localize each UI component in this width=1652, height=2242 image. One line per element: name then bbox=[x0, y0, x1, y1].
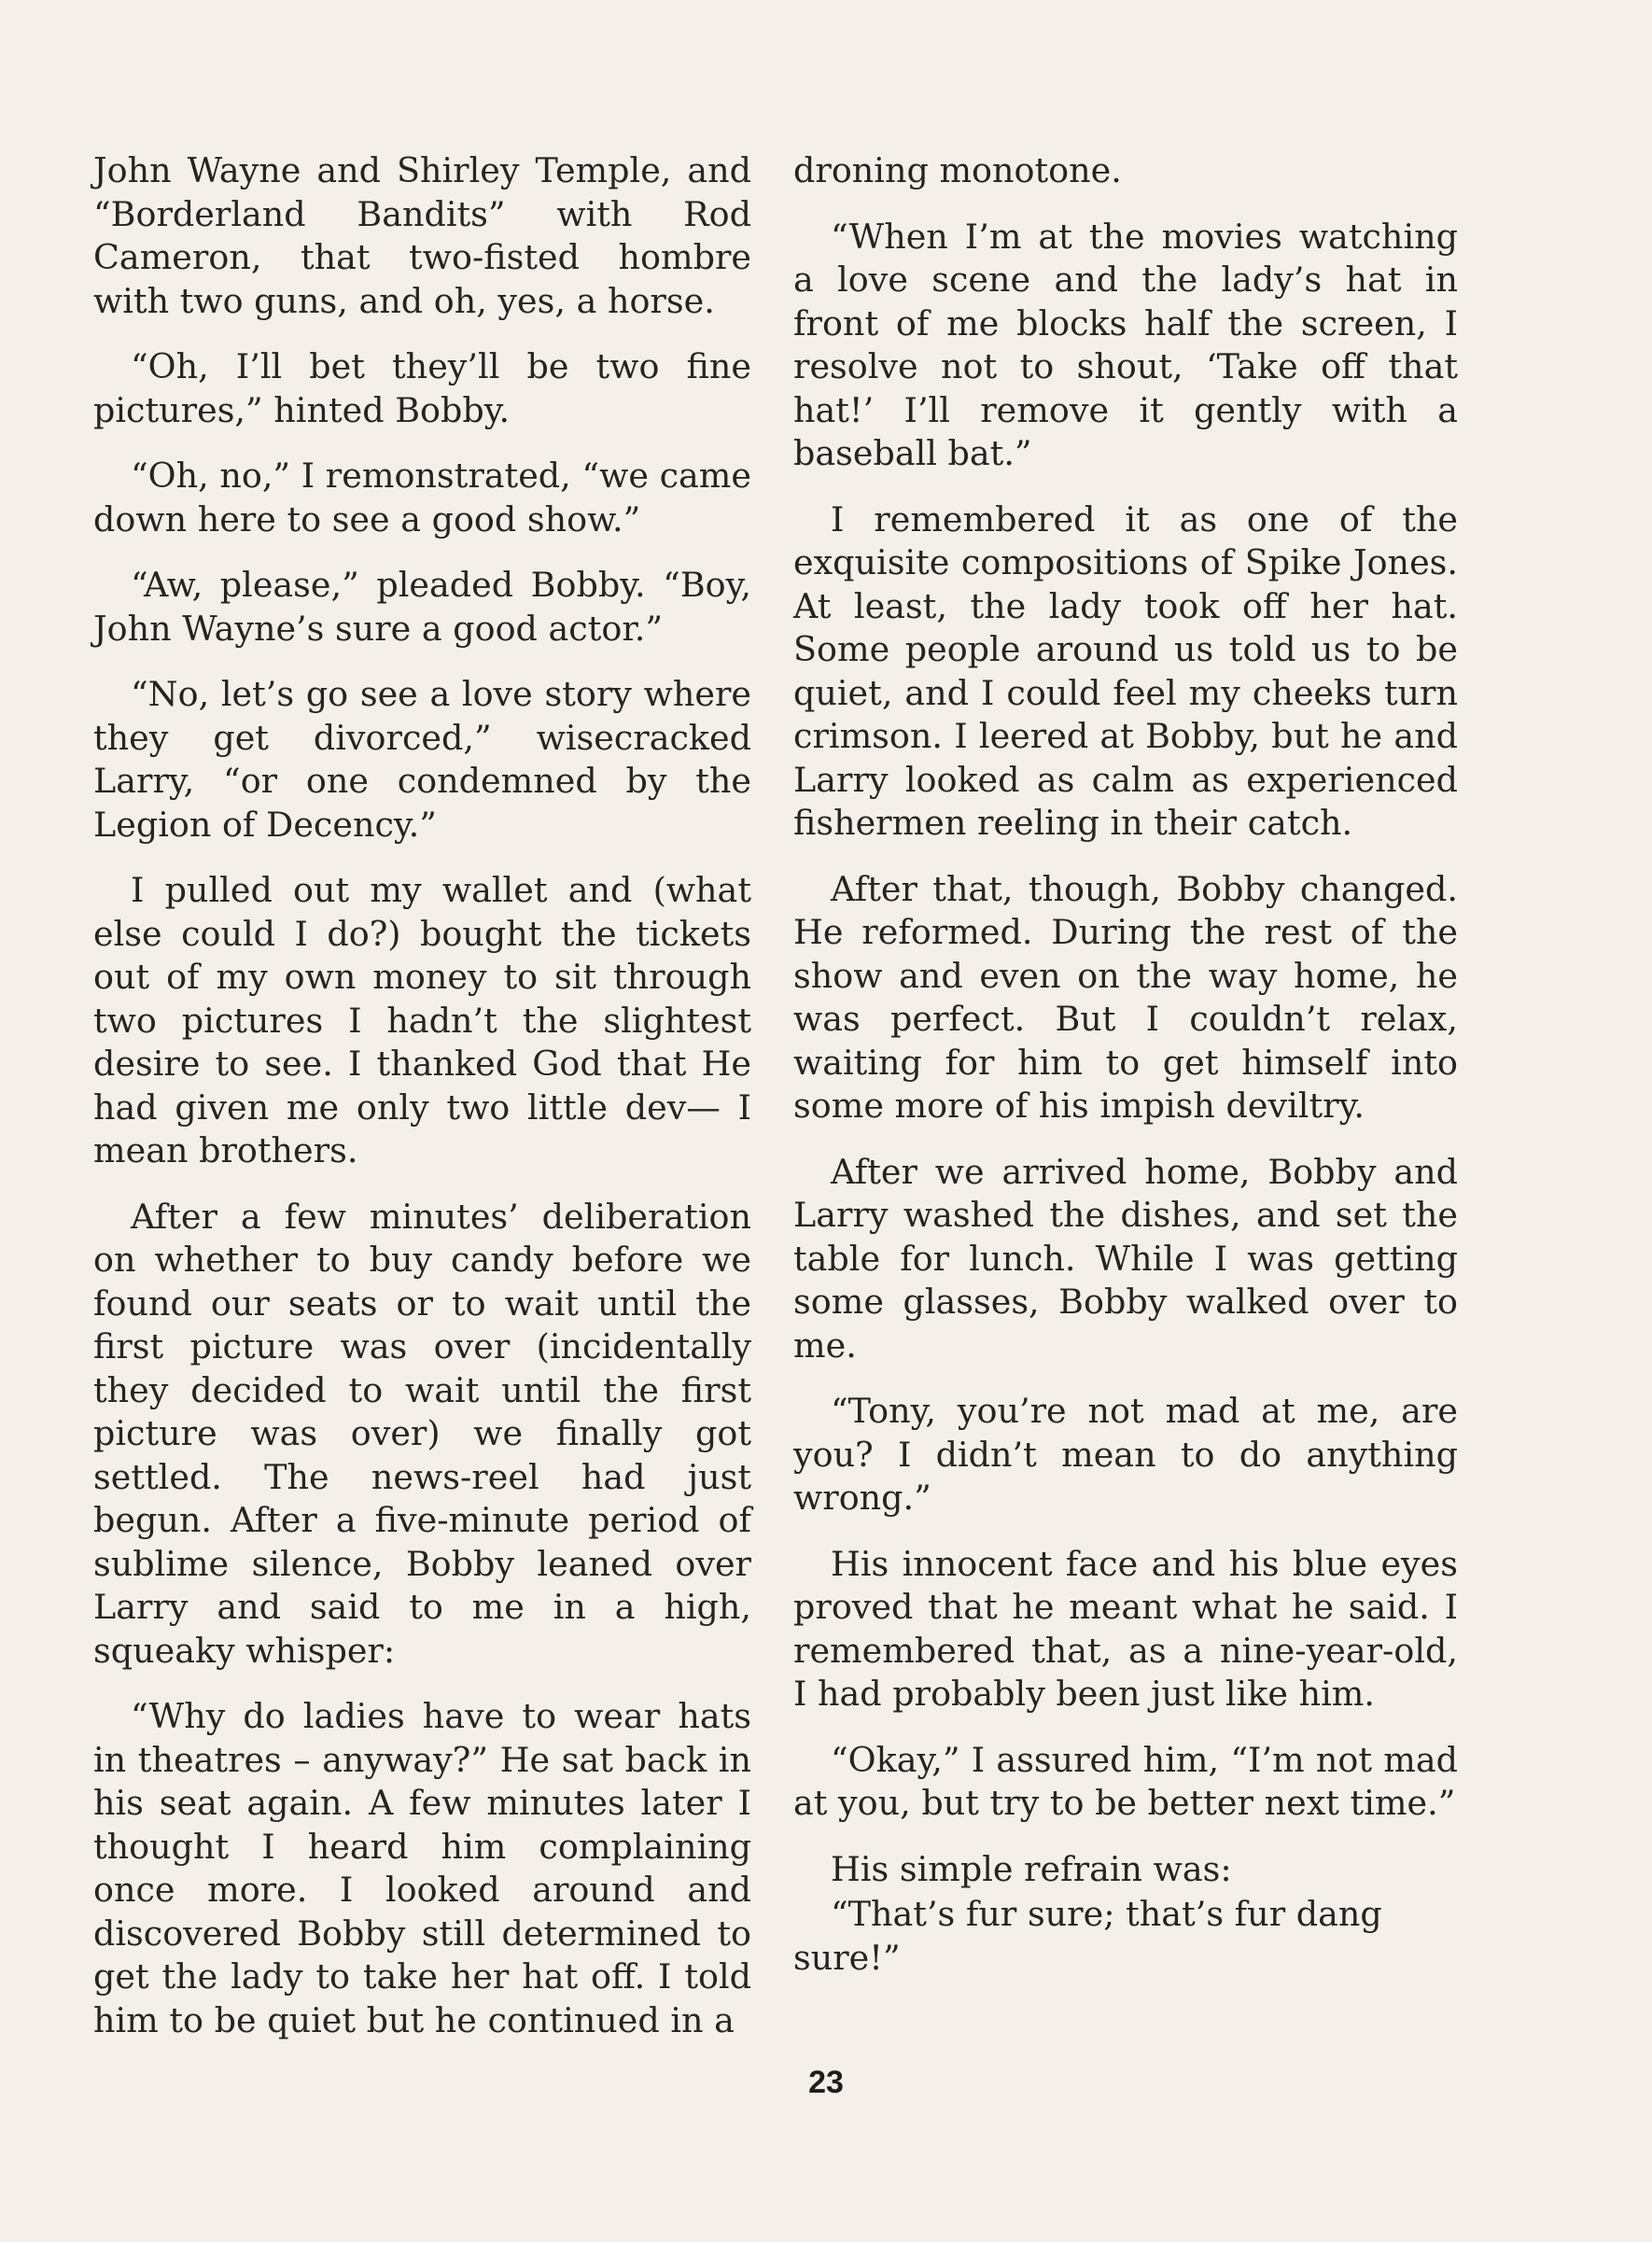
paragraph: His simple refrain was: bbox=[831, 1848, 1232, 1889]
paragraph: After that, though, Bobby changed. He reformed. During the rest of the show and even on the way home, he was perfect. But I couldn’t relax, waiting for him to get himself into some more of his impish deviltry. bbox=[793, 868, 1458, 1126]
paragraph: I remembered it as one of the exquisite compositions of Spike Jones. At least, the lady took off her hat. Some people around us told us to be quiet, and I could feel my cheeks turn crimson. I leered at Bobby, but he and Larry looked as calm as experienced fishermen reeling in their catch. bbox=[793, 498, 1458, 843]
paragraph: “Okay,” I assured him, “I’m not mad at you, but try to be better next time.” bbox=[793, 1739, 1458, 1823]
paragraph: John Wayne and Shirley Temple, and “Borderland Bandits” with Rod Cameron, that two-fisted hombre with two guns, and oh, yes, a horse. bbox=[93, 150, 751, 321]
paragraph: “When I’m at the movies watching a love scene and the lady’s hat in front of me blocks half the screen, I resolve not to shout, ‘Take off that hat!’ I’ll remove it gently with a baseball bat.” bbox=[793, 216, 1458, 473]
paragraph: “Tony, you’re not mad at me, are you? I didn’t mean to do anything wrong.” bbox=[793, 1391, 1458, 1518]
paragraph: His innocent face and his blue eyes proved that he meant what he said. I remembered that, as a nine-year-old, I had probably been just like him. bbox=[793, 1543, 1458, 1714]
right-text-column bbox=[793, 149, 1458, 2002]
paragraph: After a few minutes’ deliberation on whether to buy candy before we found our seats or to wait until the first picture was over (incidentally they decided to wait until the first picture was over) we finally got settled. The news-reel had just begun. After a five-minute period of sublime silence, Bobby leaned over Larry and said to me in a high, squeaky whisper: bbox=[93, 1196, 751, 1671]
paragraph: “Aw, please,” pleaded Bobby. “Boy, John Wayne’s sure a good actor.” bbox=[93, 565, 751, 649]
paragraph: “No, let’s go see a love story where they get divorced,” wisecracked Larry, “or one condemned by the Legion of Decency.” bbox=[93, 674, 751, 845]
paragraph: I pulled out my wallet and (what else could I do?) bought the tickets out of my own money to sit through two pictures I hadn’t the slightest desire to see. I thanked God that He had given me only two little dev— I mean brothers. bbox=[93, 870, 751, 1170]
paragraph: “Why do ladies have to wear hats in theatres – anyway?” He sat back in his seat again. A few minutes later I thought I heard him complaining once more. I looked around and discovered Bobby still determined to get the lady to take her hat off. I told him to be quiet but he continued in a bbox=[93, 1696, 751, 2040]
paragraph: “That’s fur sure; that’s fur dang sure!” bbox=[793, 1894, 1382, 1978]
left-text-column bbox=[93, 149, 751, 2065]
page-number: 23 bbox=[808, 2065, 844, 2100]
paragraph: droning monotone. bbox=[793, 150, 1122, 190]
paragraph: After we arrived home, Bobby and Larry washed the dishes, and set the table for lunch. While I was getting some glasses, Bobby walked over to me. bbox=[793, 1151, 1458, 1366]
paragraph: “Oh, no,” I remonstrated, “we came down here to see a good show.” bbox=[93, 455, 751, 539]
paragraph: “Oh, I’ll bet they’ll be two fine pictures,” hinted Bobby. bbox=[93, 346, 751, 430]
